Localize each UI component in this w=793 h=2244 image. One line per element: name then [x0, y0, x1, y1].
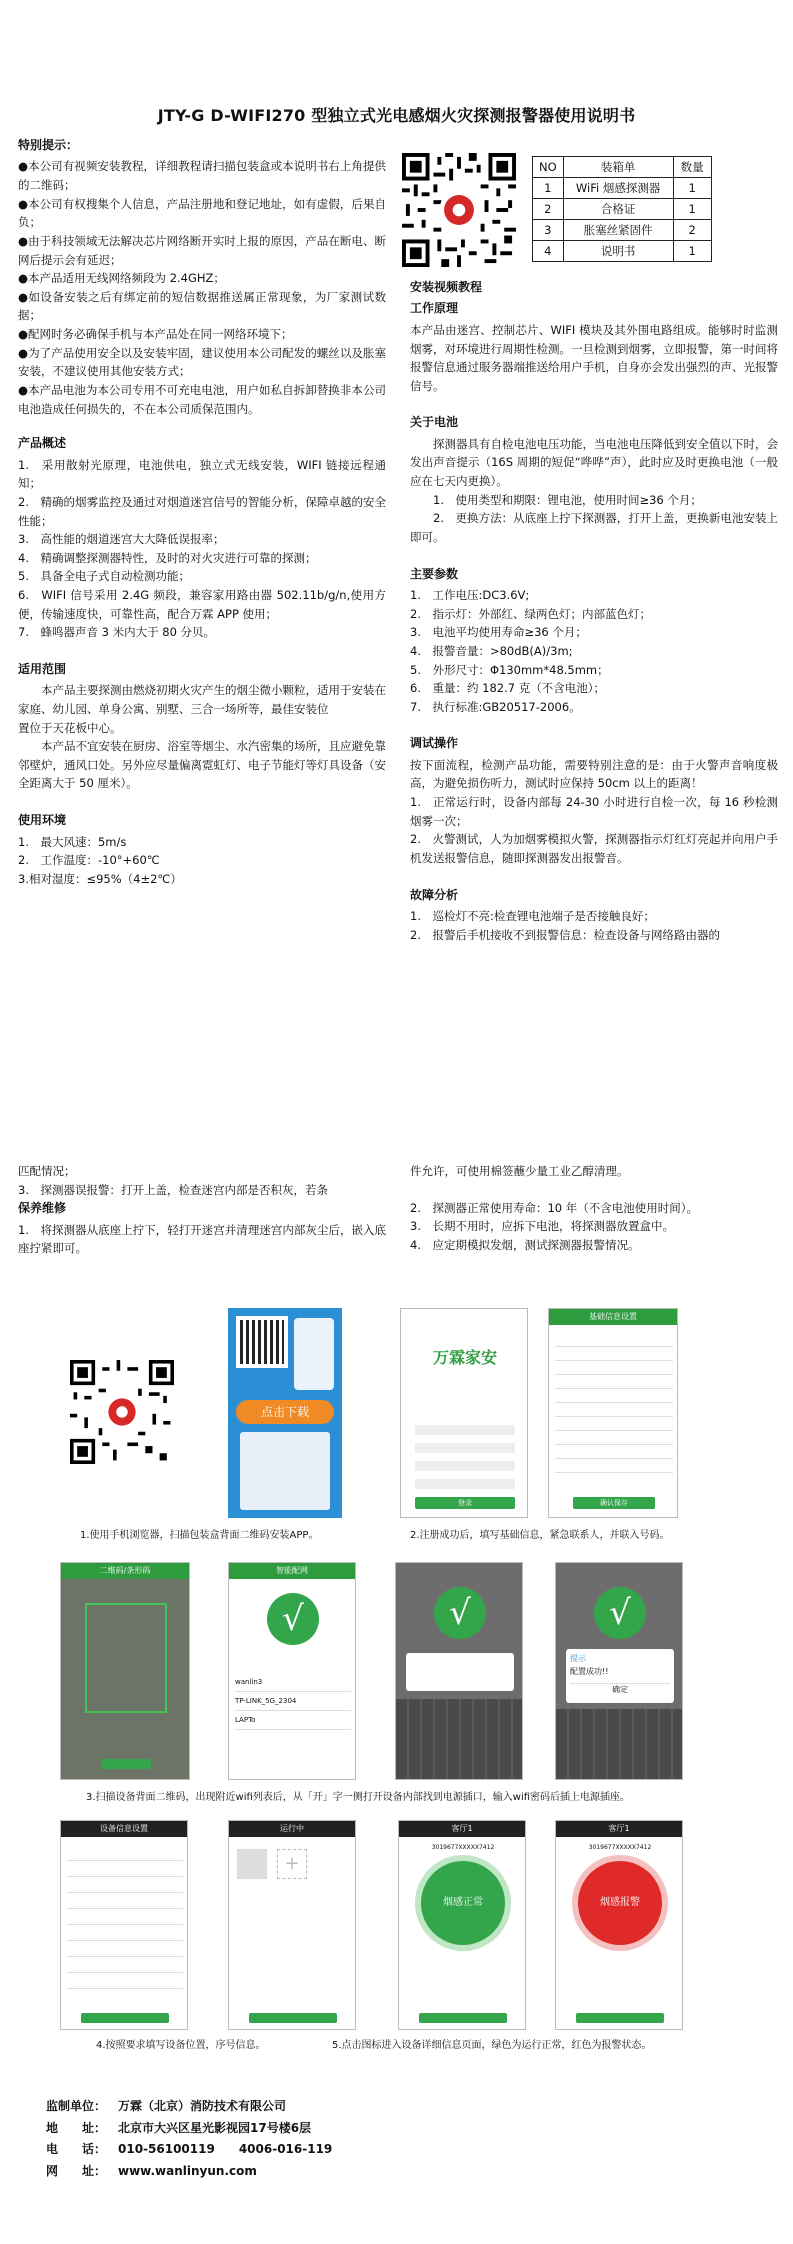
scope-paragraph: 本产品不宜安装在厨房、浴室等烟尘、水汽密集的场所，且应避免靠邻壁炉，通风口处。另外应尽量偏离霓虹灯、电子节能灯等灯具设备（安全距离大于 50 厘米）。 — [18, 739, 386, 791]
overview-item: 2. 精确的烟雾监控及通过对烟道迷宫信号的智能分析，保障卓越的安全性能； — [18, 494, 386, 528]
dialog-title: 提示 — [570, 1654, 586, 1663]
table-cell: 3 — [533, 220, 564, 241]
table-row — [533, 220, 712, 241]
packing-list-table — [532, 156, 712, 262]
fault-heading: 故障分析 — [410, 887, 459, 902]
table-cell: 2 — [673, 220, 711, 241]
continued-left — [18, 1162, 386, 1258]
scan-frame — [85, 1603, 167, 1713]
username-field[interactable] — [415, 1425, 515, 1435]
table-row — [533, 241, 712, 262]
wifi-config-screen — [228, 1562, 356, 1780]
scope-heading: 适用范围 — [18, 661, 67, 676]
special-notice-item: ●由于科技领域无法解决芯片网络断开实时上报的原因，产品在断电、断网后提示会有延迟； — [18, 233, 386, 267]
company-row — [46, 2096, 766, 2118]
code-field[interactable] — [415, 1479, 515, 1489]
principle-text: 本产品由迷宫、控制芯片、WIFI 模块及其外围电路组成。能够时时监测烟雾，对环境进行周期性检测。一旦检测到烟雾，立即报警，第一时间将报警信息通过服务器端推送给用户手机，自身亦会发出强烈的声、光报警信号。 — [410, 322, 778, 393]
overview-item: 7. 蜂鸣器声音 3 米内大于 80 分贝。 — [18, 625, 216, 640]
success-screen — [555, 1562, 683, 1780]
overview-item: 4. 精确调整探测器特性，及时的对火灾进行可靠的探测； — [18, 550, 317, 565]
basic-info-screen — [548, 1308, 678, 1518]
login-button[interactable]: 登录 — [415, 1497, 515, 1509]
table-header: NO — [533, 157, 564, 178]
special-notice-item: ●为了产品使用安全以及安装牢固，建议使用本公司配发的螺丝以及胀塞安装，不建议使用其他安装方式； — [18, 345, 386, 379]
table-cell: 2 — [533, 199, 564, 220]
fault-item: 1. 巡检灯不亮:检查锂电池端子是否接触良好； — [410, 909, 655, 923]
website-label: 网 址： — [46, 2163, 107, 2178]
special-notice-item: ●本产品电池为本公司专用不可充电电池，用户如私自拆卸替换非本公司电池造成任何损失的，不在本公司质保范围内。 — [18, 382, 386, 416]
battery-heading: 关于电池 — [410, 415, 459, 430]
overview-item: 3. 高性能的烟道迷宫大大降低误报率； — [18, 532, 225, 547]
params-item: 6. 重量：约 182.7 克（不含电池）； — [410, 681, 605, 696]
status-alarm-screen — [555, 1820, 683, 2030]
device-info-screen — [60, 1820, 188, 2030]
phone-row — [46, 2139, 766, 2161]
login-screen — [400, 1308, 528, 1518]
keyboard[interactable] — [556, 1709, 683, 1780]
qr-pattern — [240, 1320, 284, 1364]
debug-heading: 调试操作 — [410, 736, 459, 751]
fault-continued: 匹配情况； — [18, 1164, 76, 1178]
table-header-row — [533, 157, 712, 178]
step-caption: 3.扫描设备背面二维码，出现附近wifi列表后，从「开」字一侧打开设备内部找到电源插口，输入wifi密码后插上电源插座。 — [86, 1792, 631, 1803]
maintenance-heading: 保养维修 — [18, 1201, 67, 1216]
address-value: 北京市大兴区星光影视园17号楼6层 — [118, 2120, 312, 2135]
website-link[interactable]: www.wanlinyun.com — [118, 2163, 257, 2178]
running-screen — [228, 1820, 356, 2030]
download-poster — [228, 1308, 342, 1518]
status-alarm-indicator[interactable]: 烟感报警 — [578, 1861, 662, 1945]
wifi-list-item[interactable]: wanlin3 — [235, 1673, 351, 1692]
hall-titlebar: 客厅1 — [399, 1821, 525, 1837]
environment-item: 2. 工作温度：-10°+60℃ — [18, 853, 160, 868]
check-icon: √ — [434, 1587, 486, 1639]
overview-item: 6. WIFI 信号采用 2.4G 频段，兼容家用路由器 502.11b/g/n,使用方便，传输速度快，可靠性高，配合万霖 APP 使用； — [18, 588, 386, 621]
principle-heading: 工作原理 — [410, 301, 459, 316]
step-caption: 2.注册成功后，填写基础信息，紧急联系人，并联入号码。 — [410, 1530, 670, 1541]
address-row — [46, 2118, 766, 2140]
table-row — [533, 178, 712, 199]
params-item: 4. 报警音量：>80dB(A)/3m; — [410, 643, 573, 658]
check-icon: √ — [267, 1593, 319, 1645]
phone-field[interactable] — [415, 1461, 515, 1471]
special-notice-item: ●本公司有视频安装教程，详细教程请扫描包装盒或本说明书右上角提供的二维码； — [18, 159, 386, 193]
step-caption: 5.点击图标进入设备详细信息页面，绿色为运行正常，红色为报警状态。 — [332, 2040, 652, 2051]
battery-item: 2. 更换方法：从底座上拧下探测器，打开上盖，更换新电池安装上即可。 — [410, 511, 778, 544]
status-normal-screen — [398, 1820, 526, 2030]
step-caption: 4.按照要求填写设备位置，序号信息。 — [96, 2040, 266, 2051]
scan-titlebar: 二维码/条形码 — [61, 1563, 189, 1579]
download-button[interactable]: 点击下载 — [236, 1400, 334, 1424]
table-row — [533, 199, 712, 220]
fault-continued: 件允许，可使用棉签蘸少量工业乙醇清理。 — [410, 1164, 629, 1178]
table-cell: 1 — [673, 241, 711, 262]
add-device-icon[interactable]: + — [277, 1849, 307, 1879]
video-heading: 安装视频教程 — [410, 280, 483, 294]
dialog-ok-button[interactable]: 确定 — [570, 1683, 670, 1697]
special-notice-item: ●配网时务必确保手机与本产品处在同一网络环境下； — [18, 327, 293, 342]
params-item: 3. 电池平均使用寿命≥36 个月； — [410, 625, 587, 640]
confirm-save-button[interactable]: 确认保存 — [573, 1497, 655, 1509]
confirm-button[interactable] — [576, 2013, 664, 2023]
hall-titlebar: 客厅1 — [556, 1821, 682, 1837]
table-cell: 1 — [673, 199, 711, 220]
add-button[interactable] — [249, 2013, 337, 2023]
right-column — [410, 278, 778, 944]
maintenance-item: 4. 应定期模拟发烟，测试探测器报警情况。 — [410, 1237, 640, 1252]
overview-item: 1. 采用散射光原理，电池供电，独立式无线安装，WIFI 链接远程通知； — [18, 457, 386, 491]
keyboard[interactable] — [396, 1699, 523, 1780]
phone-value: 010-56100119 4006-016-119 — [118, 2142, 333, 2157]
wifi-list-item[interactable]: LAPTo — [235, 1711, 351, 1730]
confirm-button[interactable] — [419, 2013, 507, 2023]
company-label: 监制单位： — [46, 2099, 107, 2113]
form-rows — [555, 1333, 673, 1473]
scan-screen — [60, 1562, 190, 1780]
maintenance-item: 1. 将探测器从底座上拧下，轻打开迷宫并清理迷宫内部灰尘后，嵌入底座拧紧即可。 — [18, 1222, 386, 1256]
check-icon: √ — [594, 1587, 646, 1639]
wifi-list-item[interactable]: TP-LINK_5G_2304 — [235, 1692, 351, 1711]
page-title: JTY-G D-WIFI270 型独立式光电感烟火灾探测报警器使用说明书 — [157, 106, 636, 125]
step-caption: 1.使用手机浏览器，扫描包装盒背面二维码安装APP。 — [80, 1530, 319, 1541]
company-value: 万霖（北京）消防技术有限公司 — [118, 2099, 287, 2113]
environment-heading: 使用环境 — [18, 813, 67, 828]
scope-paragraph-cont: 置位于天花板中心。 — [18, 720, 122, 735]
params-heading: 主要参数 — [410, 566, 459, 581]
environment-item: 1. 最大风速：5m/s — [18, 834, 127, 849]
save-button[interactable] — [81, 2013, 169, 2023]
qr-code-icon — [402, 153, 516, 267]
table-cell: 1 — [673, 178, 711, 199]
table-cell: WiFi 烟感探测器 — [563, 178, 673, 199]
params-item: 2. 指示灯：外部红、绿两色灯；内部蓝色灯； — [410, 606, 651, 621]
wifi-titlebar: 智能配网 — [229, 1563, 355, 1579]
scan-button[interactable] — [101, 1759, 151, 1769]
phone-label: 电 话： — [46, 2142, 107, 2157]
status-normal-indicator[interactable]: 烟感正常 — [421, 1861, 505, 1945]
special-notice-item: ●如设备安装之后有绑定前的短信数据推送属正常现象，为厂家测试数据； — [18, 289, 386, 323]
fault-item: 2. 报警后手机接收不到报警信息：检查设备与网络路由器的 — [410, 927, 720, 942]
table-cell: 合格证 — [563, 199, 673, 220]
fault-item: 3. 探测器误报警：打开上盖，检查迷宫内部是否积灰，若条 — [18, 1182, 328, 1197]
device-icon[interactable] — [237, 1849, 267, 1879]
table-cell: 4 — [533, 241, 564, 262]
params-item: 5. 外形尺寸：Φ130mm*48.5mm； — [410, 662, 609, 677]
running-titlebar: 运行中 — [229, 1821, 355, 1837]
continued-right — [410, 1162, 778, 1255]
debug-text: 按下面流程，检测产品功能，需要特别注意的是：由于火警声音响度极高，为避免损伤听力，测试时应保持 50cm 以上的距离！ — [410, 757, 778, 791]
password-field[interactable] — [415, 1443, 515, 1453]
special-notice-item: ●本公司有权搜集个人信息，产品注册地和登记地址，如有虚假，后果自负； — [18, 196, 386, 230]
phone-icon — [294, 1318, 334, 1390]
environment-item: 3.相对湿度：≤95%（4±2℃） — [18, 871, 182, 886]
params-item: 1. 工作电压:DC3.6V; — [410, 588, 530, 602]
table-header: 数量 — [673, 157, 711, 178]
device-id: 3019677XXXXX7412 — [431, 1844, 495, 1851]
qr-code-icon — [70, 1360, 174, 1464]
loading-dialog — [406, 1653, 514, 1691]
scope-paragraph: 本产品主要探测由燃烧初期火灾产生的烟尘微小颗粒，适用于安装在家庭、幼儿园、单身公寓、别墅、三合一场所等，最佳安装位 — [18, 683, 386, 716]
debug-item: 1. 正常运行时，设备内部每 24-30 小时进行自检一次，每 16 秒检测烟雾一次； — [410, 795, 778, 828]
left-column — [18, 136, 386, 888]
overview-heading: 产品概述 — [18, 436, 67, 451]
dialog-message: 配置成功!! — [570, 1666, 609, 1676]
table-cell: 胀塞丝紧固件 — [563, 220, 673, 241]
special-notice-heading: 特别提示： — [18, 138, 79, 152]
app-guide-screens — [0, 1300, 793, 2080]
form-rows — [67, 1845, 183, 1995]
success-dialog — [566, 1649, 674, 1703]
website-row — [46, 2161, 766, 2183]
phone-preview — [240, 1432, 330, 1510]
special-notice-item: ●本产品适用无线网络频段为 2.4GHZ； — [18, 271, 225, 286]
company-info — [46, 2096, 766, 2182]
battery-item: 1. 使用类型和期限：锂电池，使用时间≥36 个月； — [433, 492, 702, 507]
table-header: 装箱单 — [563, 157, 673, 178]
maintenance-item: 2. 探测器正常使用寿命：10 年（不含电池使用时间）。 — [410, 1200, 699, 1215]
basic-info-titlebar: 基础信息设置 — [549, 1309, 677, 1325]
params-item: 7. 执行标准:GB20517-2006。 — [410, 699, 581, 714]
battery-text: 探测器具有自检电池电压功能，当电池电压降低到安全值以下时，会发出声音提示（16S 周期的短促“哗哗”声），此时应及时更换电池（一般应在七天内更换）。 — [410, 436, 778, 489]
device-info-titlebar: 设备信息设置 — [61, 1821, 187, 1837]
address-label: 地 址： — [46, 2120, 107, 2135]
device-id: 3019677XXXXX7412 — [588, 1844, 652, 1851]
debug-item: 2. 火警测试，人为加烟雾模拟火警，探测器指示灯红灯亮起并向用户手机发送报警信息，随即探测器发出报警音。 — [410, 832, 778, 865]
table-cell: 1 — [533, 178, 564, 199]
overview-item: 5. 具备全电子式自动检测功能； — [18, 569, 190, 584]
table-cell: 说明书 — [563, 241, 673, 262]
app-logo: 万霖家安 — [432, 1348, 497, 1367]
maintenance-item: 3. 长期不用时，应拆下电池，将探测器放置盒中。 — [410, 1219, 674, 1234]
connecting-screen — [395, 1562, 523, 1780]
